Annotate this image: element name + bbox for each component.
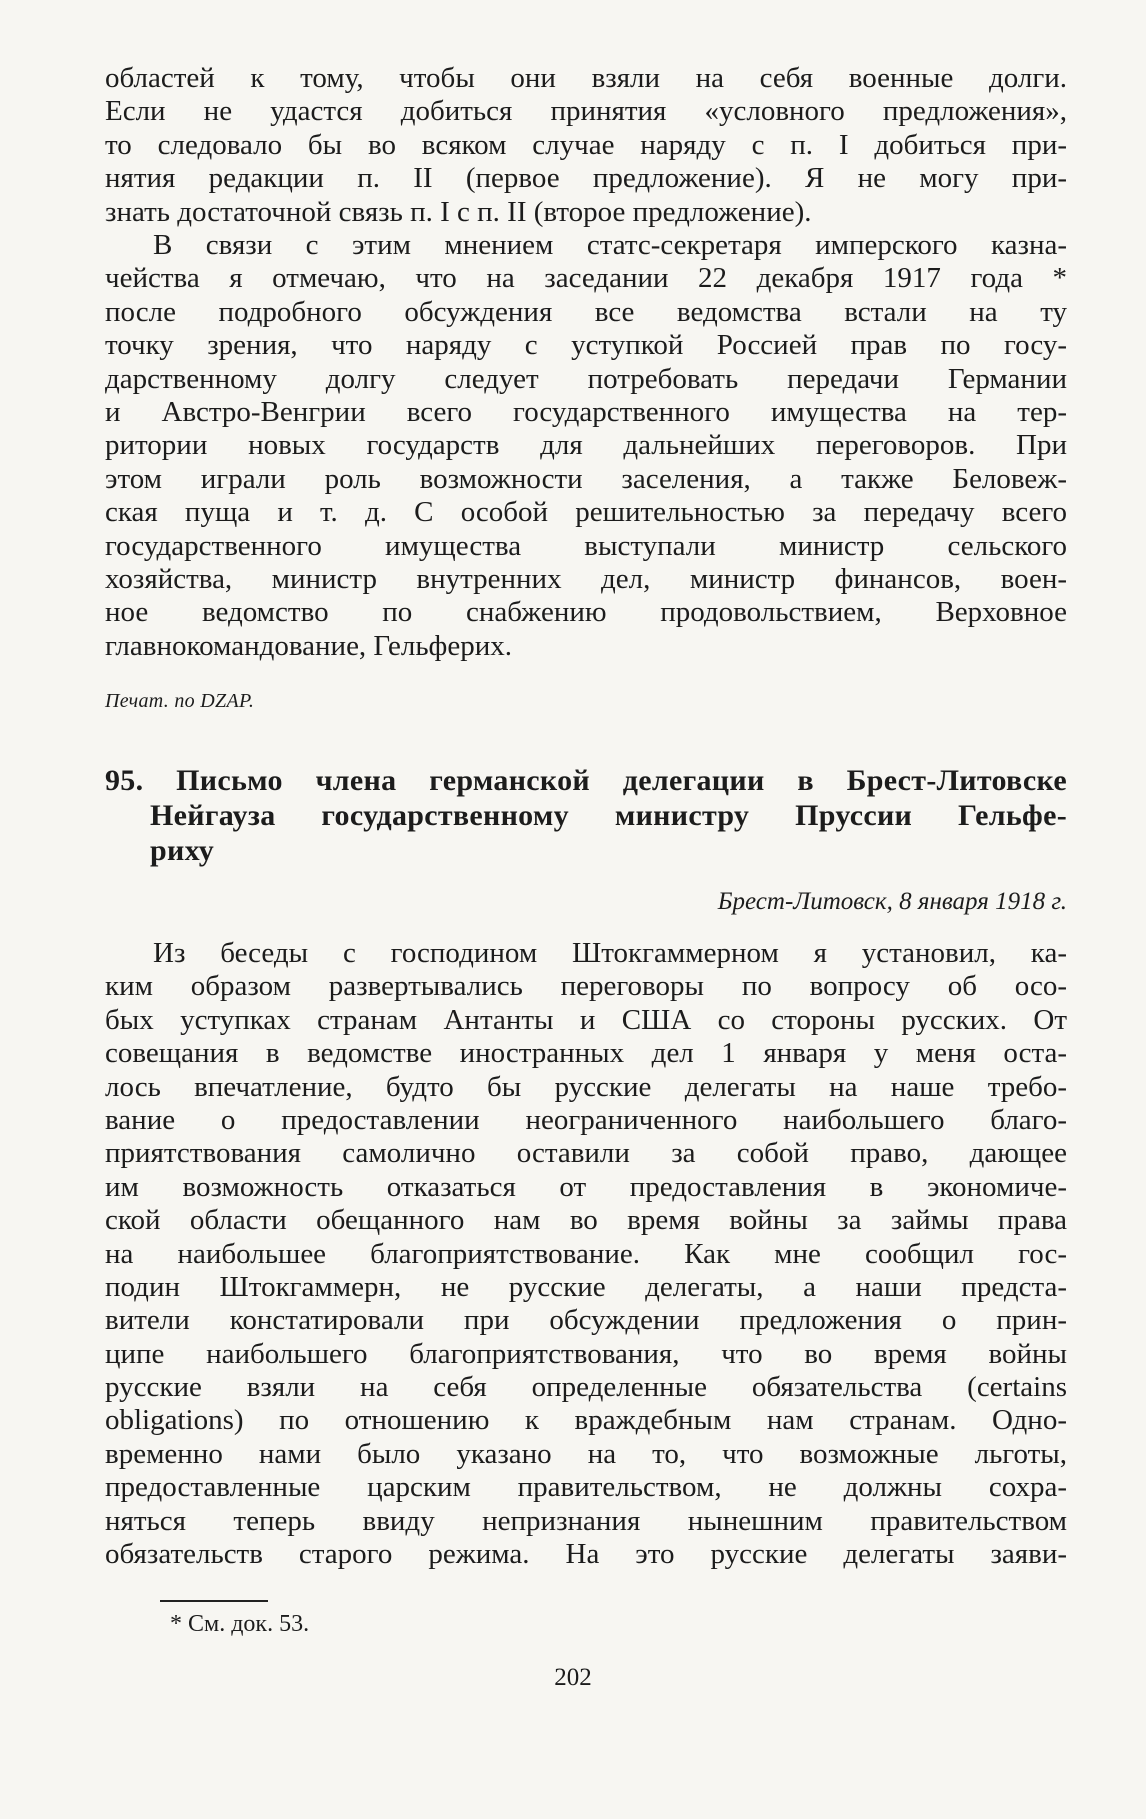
text-line: знать достаточной связь п. I с п. II (второе предложение). (105, 195, 812, 228)
text-line: Если не удастся добиться принятия «условного предложения», (105, 95, 1067, 128)
text-line: obligations) по отношению к враждебным нам странам. Одно- (105, 1404, 1067, 1437)
text-line: няться теперь ввиду непризнания нынешним правительством (105, 1504, 1067, 1537)
text-line: областей к тому, чтобы они взяли на себя военные долги. (105, 62, 1067, 94)
heading-line: 95. Письмо члена германской делегации в Брест-Литовске (105, 764, 1067, 797)
text-line: временно нами было указано на то, что возможные льготы, (105, 1437, 1067, 1470)
text-line: вители констатировали при обсуждении предложения о прин- (105, 1304, 1067, 1337)
text-line: бых уступках странам Антанты и США со стороны русских. От (105, 1003, 1067, 1036)
text-line: ципе наибольшего благоприятствования, что во время войны (105, 1337, 1067, 1370)
text-line: государственного имущества выступали министр сельского (105, 529, 1067, 562)
text-line: совещания в ведомстве иностранных дел 1 января у меня оста- (105, 1037, 1067, 1070)
text-line: русские взяли на себя определенные обязательства (certains (105, 1371, 1067, 1404)
text-line: дарственному долгу следует потребовать передачи Германии (105, 362, 1067, 395)
heading-line: риху (150, 834, 215, 867)
footnote-divider (160, 1600, 268, 1602)
text-line: ритории новых государств для дальнейших переговоров. При (105, 429, 1067, 462)
dateline: Брест-Литовск, 8 января 1918 г. (717, 888, 1067, 915)
text-line: чейства я отмечаю, что на заседании 22 декабря 1917 года * (105, 262, 1067, 295)
text-line: предоставленные царским правительством, не должны сохра- (105, 1471, 1067, 1504)
source-note: Печат. по DZAP. (105, 690, 255, 712)
text-line: Из беседы с господином Штокгаммерном я установил, ка- (153, 937, 1067, 969)
text-line: В связи с этим мнением статс-секретаря имперского казна- (153, 229, 1067, 261)
text-line: то следовало бы во всяком случае наряду с п. I добиться при- (105, 128, 1067, 161)
text-line: подин Штокгаммерн, не русские делегаты, а наши предста- (105, 1270, 1067, 1303)
text-line: им возможность отказаться от предоставления в экономиче- (105, 1170, 1067, 1203)
text-line: лось впечатление, будто бы русские делегаты на наше требо- (105, 1070, 1067, 1103)
paragraph-3 (105, 937, 1067, 1571)
text-line: этом играли роль возможности заселения, а также Беловеж- (105, 462, 1067, 495)
text-line: главнокомандование, Гельферих. (105, 629, 512, 662)
text-line: приятствования самолично оставили за собой право, дающее (105, 1137, 1067, 1170)
text-line: ская пуща и т. д. С особой решительностью за передачу всего (105, 496, 1067, 529)
text-line: вание о предоставлении неограниченного наибольшего благо- (105, 1103, 1067, 1136)
page-number: 202 (554, 1664, 592, 1691)
text-line: ской области обещанного нам во время войны за займы права (105, 1204, 1067, 1237)
text-line: хозяйства, министр внутренних дел, министр финансов, воен- (105, 562, 1067, 595)
text-line: после подробного обсуждения все ведомства встали на ту (105, 295, 1067, 328)
text-line: на наибольшее благоприятствование. Как мне сообщил гос- (105, 1237, 1067, 1270)
paragraph-1 (105, 62, 1067, 229)
text-line: ким образом развертывались переговоры по вопросу об осо- (105, 970, 1067, 1003)
text-line: обязательств старого режима. На это русские делегаты заяви- (105, 1538, 1067, 1571)
text-line: ное ведомство по снабжению продовольствием, Верховное (105, 596, 1067, 629)
text-line: и Австро-Венгрии всего государственного имущества на тер- (105, 395, 1067, 428)
text-line: точку зрения, что наряду с уступкой Россией прав по госу- (105, 329, 1067, 362)
heading-line: Нейгауза государственному министру Пруссии Гельфе- (150, 799, 1067, 832)
text-line: нятия редакции п. II (первое предложение). Я не могу при- (105, 162, 1067, 195)
document-heading (105, 763, 1067, 868)
footnote: * См. док. 53. (170, 1611, 310, 1637)
paragraph-2 (105, 229, 1067, 663)
